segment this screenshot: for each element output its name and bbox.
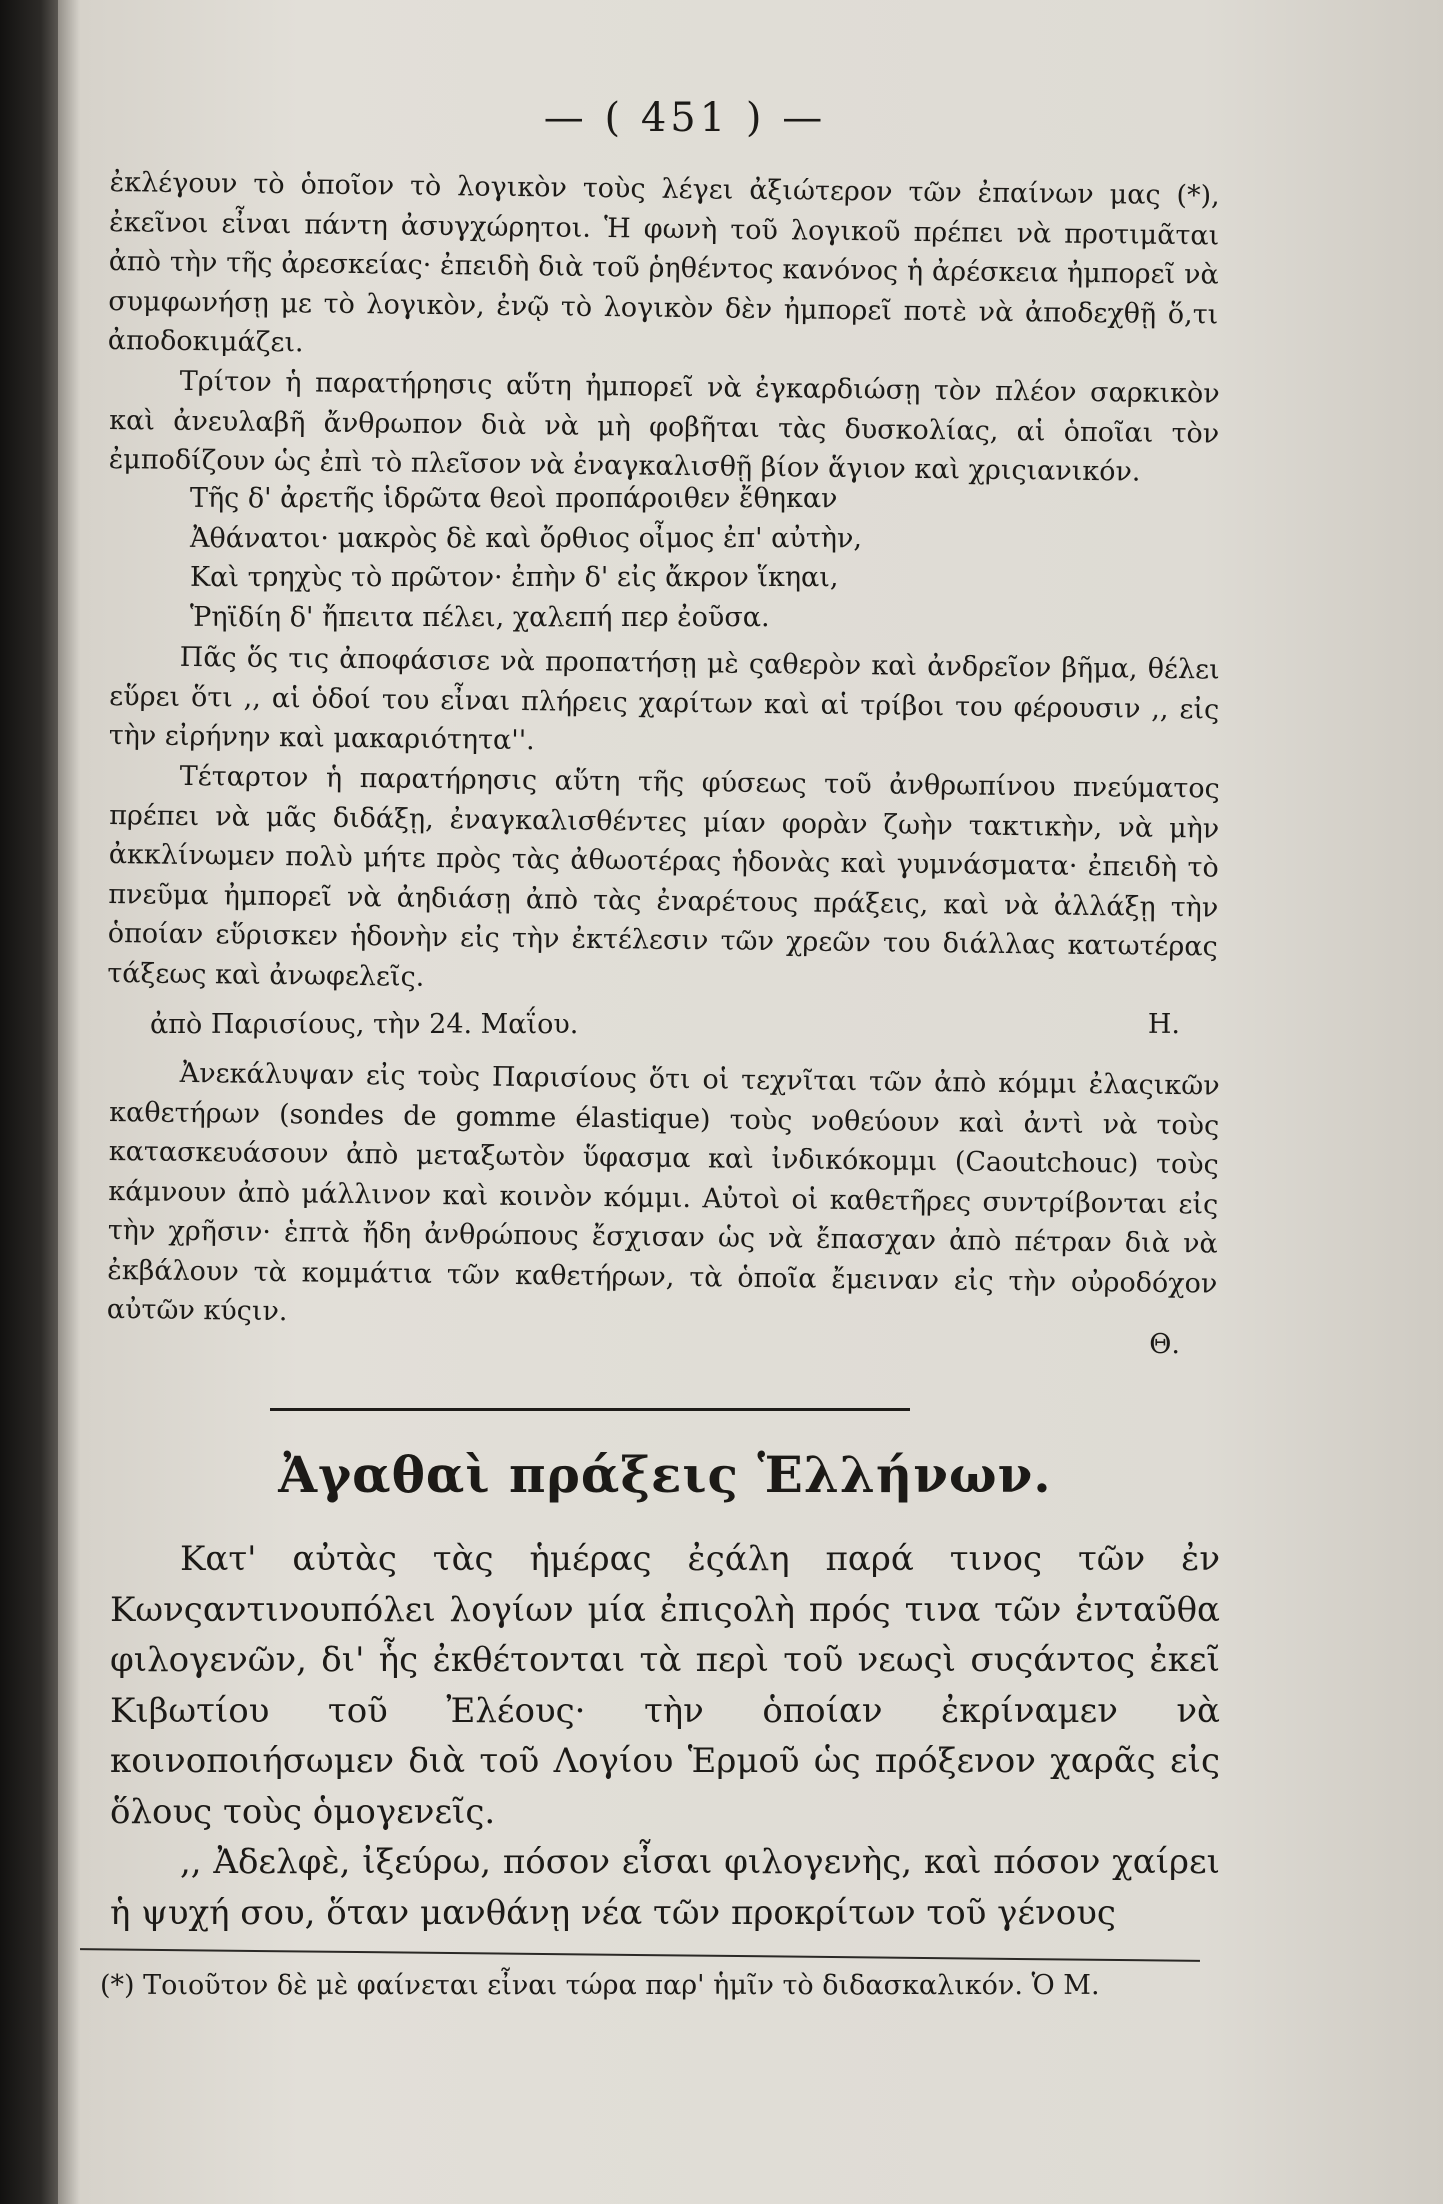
verse-line: Τῆς δ' ἀρετῆς ἱδρῶτα θεοὶ προπάροιθεν ἔθηκαν [190,483,838,514]
dateline-row [150,1005,1220,1045]
footnote: (*) Τοιοῦτον δὲ μὲ φαίνεται εἶναι τώρα παρ' ἡμῖν τὸ διδασκαλικόν. Ὁ Μ. [100,1970,1100,2001]
paragraph-elastic-catheters: Ἀνεκάλυψαν εἰς τοὺς Παρισίους ὅτι οἱ τεχνῖται τῶν ἀπὸ κόμμι ἐλαςικῶν καθετήρων (sondes de gomme élastique) τοὺς νοθεύουν καὶ ἀντὶ νὰ τοὺς κατασκευάσουν ἀπὸ μεταξωτὸν ὕφασμα καὶ ἰνδικόκομμι (Caoutchouc) τοὺς κάμνουν ἀπὸ μάλλινον καὶ κοινὸν κόμμι. Αὐτοὶ οἱ καθετῆρες συντρίβονται εἰς τὴν χρῆσιν· ἑπτὰ ἤδη ἀνθρώπους ἔσχισαν ὡς νὰ ἔπασχαν ἀπὸ πέτραν διὰ νὰ ἐκβάλουν τὰ κομμάτια τῶν καθετήρων, τὰ ὁποῖα ἔμειναν εἰς τὴν οὐροδόχον αὐτῶν κύςιν. [106,1057,1220,1327]
footnote-rule [80,1948,1200,1962]
author-initial-theta: Θ. [1149,1329,1180,1360]
paragraph-2: Τρίτον ἡ παρατήρησις αὕτη ἠμπορεῖ νὰ ἐγκαρδιώσῃ τὸν πλέον σαρκικὸν καὶ ἀνευλαβῆ ἄνθρωπον διὰ νὰ μὴ φοβῆται τὰς δυσκολίας, αἱ ὁποῖαι τὸν ἐμποδίζουν ὡς ἐπὶ τὸ πλεῖσον νὰ ἐναγκαλισθῇ βίον ἅγιον καὶ χριςιανικόν. [108,365,1220,488]
paragraph-1: ἐκλέγουν τὸ ὁποῖον τὸ λογικὸν τοὺς λέγει ἀξιώτερον τῶν ἐπαίνων μας (*), ἐκεῖνοι εἶναι πάντη ἀσυγχώρητοι. Ἡ φωνὴ τοῦ λογικοῦ πρέπει νὰ προτιμᾶται ἀπὸ τὴν τῆς ἀρεσκείας· ἐπειδὴ διὰ τοῦ ῥηθέντος κανόνος ἡ ἀρέσκεια ἠμπορεῖ νὰ συμφωνήσῃ με τὸ λογικὸν, ἐνῷ τὸ λογικὸν δὲν ἠμπορεῖ ποτὲ νὰ ἀποδεχθῇ ὅ,τι ἀποδοκιμάζει. [107,166,1220,359]
dateline-initial: Η. [1147,1008,1180,1040]
section-divider-rule [270,1408,910,1411]
section-paragraph-1: Κατ' αὐτὰς τὰς ἡμέρας ἐςάλη παρά τινος τῶν ἐν Κωνςαντινουπόλει λογίων μία ἐπιςολὴ πρός τινα τῶν ἐνταῦθα φιλογενῶν, δι' ἧς ἐκθέτονται τὰ περὶ τοῦ νεωςὶ συςάντος ἐκεῖ Κιβωτίου τοῦ Ἐλέους· τὴν ὁποίαν ἐκρίναμεν νὰ κοινοποιήσωμεν διὰ τοῦ Λογίου Ἑρμοῦ ὡς πρόξενον χαρᾶς εἰς ὅλους τοὺς ὁμογενεῖς. [110,1539,1220,1832]
verse-line: Ἀθάνατοι· μακρὸς δὲ καὶ ὄρθιος οἶμος ἐπ' αὐτὴν, [190,522,862,554]
verse-quotation [190,479,1220,637]
section-heading: Ἀγαθαὶ πράξεις Ἑλλήνων. [278,1445,1052,1504]
paragraph-4: Τέταρτον ἡ παρατήρησις αὕτη τῆς φύσεως τοῦ ἀνθρωπίνου πνεύματος πρέπει νὰ μᾶς διδάξῃ, ἐναγκαλισθέντες μίαν φορὰν ζωὴν τακτικὴν, νὰ μὴν ἀκκλίνωμεν πολὺ μήτε πρὸς τὰς ἀθωοτέρας ἡδονὰς καὶ γυμνάσματα· ἐπειδὴ τὸ πνεῦμα ἠμπορεῖ νὰ ἀηδιάσῃ ἀπὸ τὰς ἐναρέτους πράξεις, καὶ νὰ ἀλλάξῃ τὴν ὁποίαν εὕρισκεν ἡδονὴν εἰς τὴν ἐκτέλεσιν τῶν χρεῶν του διάλλας κατωτέρας τάξεως καὶ ἀνωφελεῖς. [107,760,1220,992]
verse-line: Καὶ τρηχὺς τὸ πρῶτον· ἐπὴν δ' εἰς ἄκρον ἵκηαι, [190,562,839,593]
book-binding-shadow [0,0,58,2204]
section-paragraph-2: ,, Ἀδελφὲ, ἰξεύρω, πόσον εἶσαι φιλογενὴς, καὶ πόσον χαίρει ἡ ψυχή σου, ὅταν μανθάνῃ νέα τῶν προκρίτων τοῦ γένους [110,1842,1220,1933]
verse-line: Ῥηϊδίη δ' ἤπειτα πέλει, χαλεπή περ ἐοῦσα. [190,601,770,633]
paragraph-3: Πᾶς ὅς τις ἀποφάσισε νὰ προπατήσῃ μὲ ςαθερὸν καὶ ἀνδρεῖον βῆμα, θέλει εὕρει ὅτι ,, αἱ ὁδοί του εἶναι πλήρεις χαρίτων καὶ αἱ τρίβοι του φέρουσιν ,, εἰς τὴν εἰρήνην καὶ μακαριότητα''. [108,641,1220,757]
dateline: ἀπὸ Παρισίους, τὴν 24. Μαΐου. [150,1008,579,1040]
page-content [100,95,1220,2001]
page-number-header: — ( 451 ) — [543,95,827,141]
